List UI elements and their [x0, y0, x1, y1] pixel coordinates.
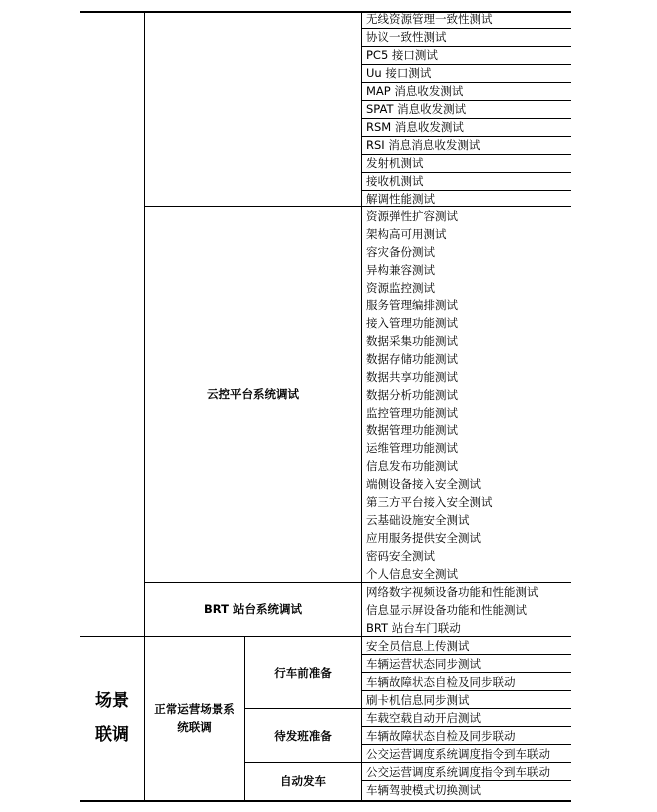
- stage-label-standby: 待发班准备: [274, 729, 332, 743]
- list-item: 数据存储功能测试: [366, 352, 458, 366]
- group-label-cloud-platform: 云控平台系统调试: [207, 387, 299, 401]
- list-item: 数据采集功能测试: [366, 334, 458, 348]
- hline-group1-end: [144, 206, 571, 207]
- list-item: 数据分析功能测试: [366, 388, 458, 402]
- list-item: 容灾备份测试: [366, 245, 435, 259]
- table-bottom-border: [80, 800, 571, 802]
- list-item: 第三方平台接入安全测试: [366, 495, 493, 509]
- list-item: MAP 消息收发测试: [366, 84, 464, 98]
- list-item: Uu 接口测试: [366, 66, 432, 80]
- list-item: RSI 消息消息收发测试: [366, 138, 481, 152]
- list-item: 数据管理功能测试: [366, 423, 458, 437]
- list-item: 监控管理功能测试: [366, 406, 458, 420]
- list-item: 信息发布功能测试: [366, 459, 458, 473]
- list-item: 车辆运营状态同步测试: [366, 657, 481, 671]
- list-item: 云基础设施安全测试: [366, 513, 470, 527]
- subcategory-label-line1: 正常运营场景系: [154, 702, 235, 716]
- list-item: 异构兼容测试: [366, 263, 435, 277]
- group-label-brt-station: BRT 站台系统调试: [204, 602, 302, 616]
- section-separator: [80, 636, 571, 637]
- list-item: 资源监控测试: [366, 281, 435, 295]
- list-item: 安全员信息上传测试: [366, 639, 470, 653]
- category-label-line2: 联调: [95, 725, 129, 745]
- list-item: 无线资源管理一致性测试: [366, 12, 493, 26]
- list-item: RSM 消息收发测试: [366, 120, 464, 134]
- list-item: 车辆故障状态自检及同步联动: [366, 675, 516, 689]
- list-item: 信息显示屏设备功能和性能测试: [366, 603, 527, 617]
- list-item: 车辆驾驶模式切换测试: [366, 783, 481, 797]
- list-item: 车载空载自动开启测试: [366, 711, 481, 725]
- list-item: 个人信息安全测试: [366, 567, 458, 581]
- table-top-border: [80, 11, 571, 13]
- list-item: 接入管理功能测试: [366, 316, 458, 330]
- list-item: 网络数字视频设备功能和性能测试: [366, 585, 539, 599]
- list-item: 应用服务提供安全测试: [366, 531, 481, 545]
- list-item: 刷卡机信息同步测试: [366, 693, 470, 707]
- vline-col1: [144, 13, 145, 800]
- list-item: BRT 站台车门联动: [366, 621, 461, 635]
- stage-label-auto-departure: 自动发车: [280, 774, 326, 788]
- subcategory-label-line2: 统联调: [177, 720, 212, 734]
- list-item: 公交运营调度系统调度指令到车联动: [366, 747, 550, 761]
- list-item: 密码安全测试: [366, 549, 435, 563]
- list-item: 资源弹性扩容测试: [366, 209, 458, 223]
- vline-col3: [361, 13, 362, 800]
- list-item: 架构高可用测试: [366, 227, 447, 241]
- list-item: 接收机测试: [366, 174, 424, 188]
- list-item: PC5 接口测试: [366, 48, 438, 62]
- list-item: 解调性能测试: [366, 192, 435, 206]
- stage-label-pre-departure: 行车前准备: [274, 666, 332, 680]
- list-item: SPAT 消息收发测试: [366, 102, 467, 116]
- list-item: 车辆故障状态自检及同步联动: [366, 729, 516, 743]
- list-item: 数据共享功能测试: [366, 370, 458, 384]
- list-item: 端侧设备接入安全测试: [366, 477, 481, 491]
- list-item: 服务管理编排测试: [366, 298, 458, 312]
- category-label-line1: 场景: [95, 691, 129, 711]
- list-item: 发射机测试: [366, 156, 424, 170]
- list-item: 运维管理功能测试: [366, 441, 458, 455]
- list-item: 公交运营调度系统调度指令到车联动: [366, 765, 550, 779]
- list-item: 协议一致性测试: [366, 30, 447, 44]
